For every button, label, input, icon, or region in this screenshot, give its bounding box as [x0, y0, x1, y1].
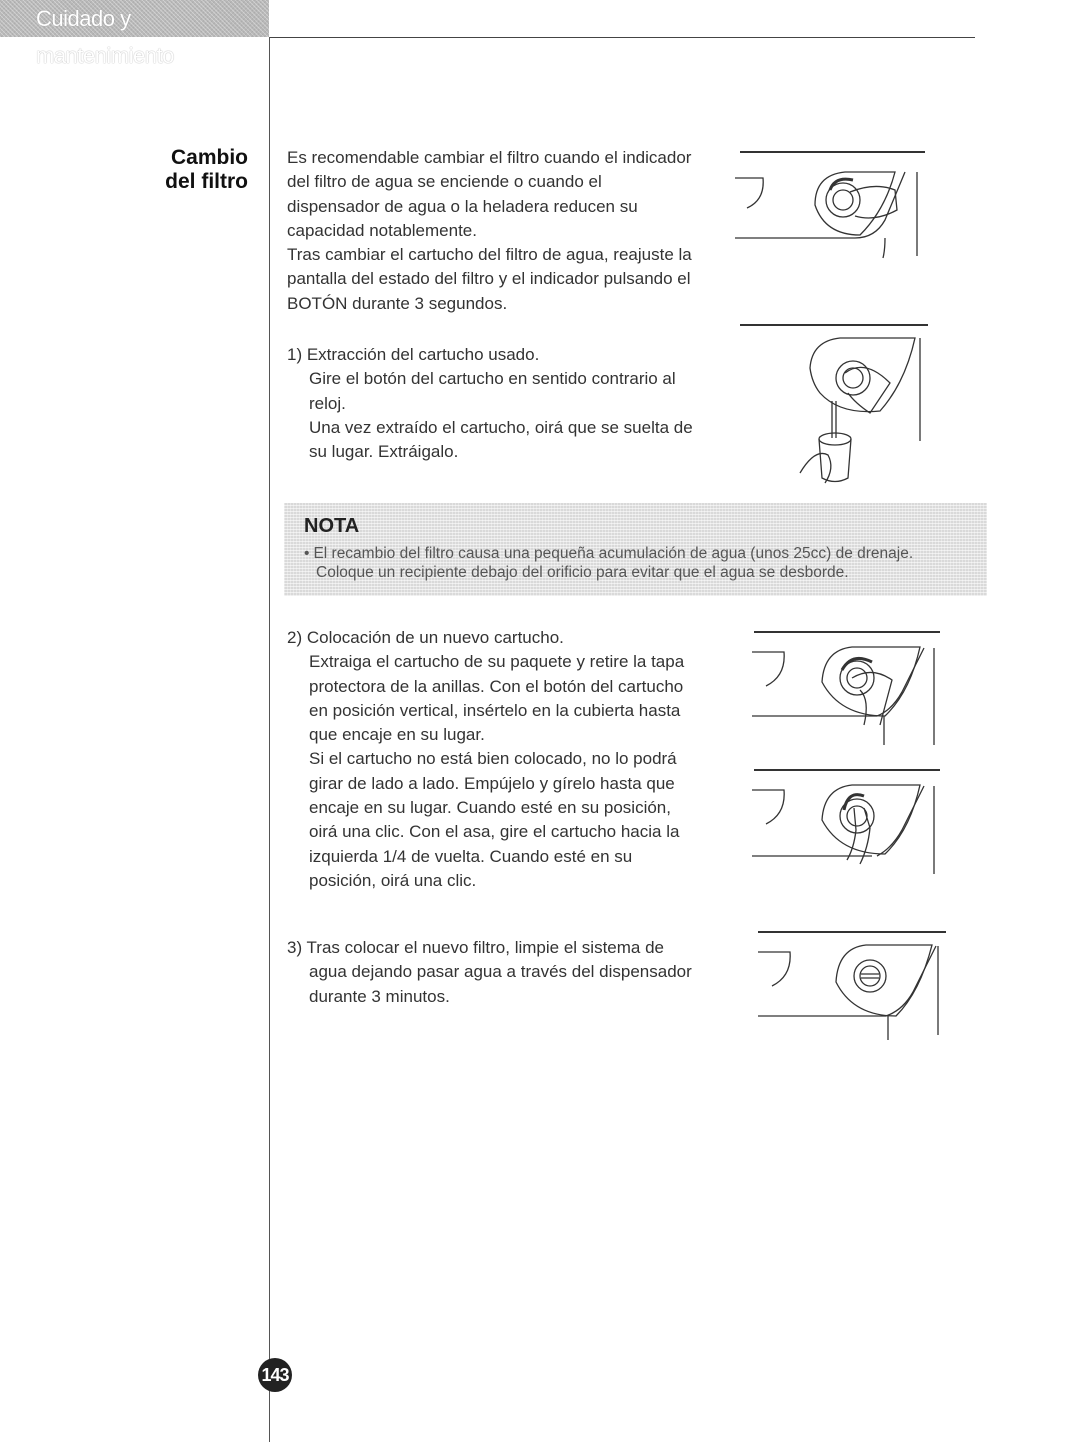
step3-heading: 3) Tras colocar el nuevo filtro, limpie el sistema de [287, 938, 664, 957]
intro-line: Es recomendable cambiar el filtro cuando el indicador [287, 148, 692, 167]
intro-line: Tras cambiar el cartucho del filtro de agua, reajuste la [287, 245, 692, 265]
step2-line: encaje en su lugar. Cuando esté en su posición, [309, 798, 671, 818]
figure-cartridge-installed [758, 930, 948, 1042]
step1-line: Gire el botón del cartucho en sentido contrario al [309, 369, 676, 389]
vertical-rule [269, 37, 270, 1442]
step1-line: reloj. [309, 393, 346, 413]
nota-title: NOTA [304, 515, 360, 537]
section-title [120, 146, 248, 194]
nota-bullet: • [304, 545, 310, 562]
header-section-tab: Cuidado y mantenimiento [0, 0, 269, 37]
step2-line: posición, oirá una clic. [309, 870, 477, 890]
nota-line1: El recambio del filtro causa una pequeña acumulación de agua (unos 25cc) de drenaje. [313, 545, 914, 562]
step2-line: que encaje en su lugar. [309, 725, 485, 745]
step2-line: oirá una clic. Con el asa, gire el cartucho hacia la [309, 822, 680, 842]
step2-block [287, 626, 727, 893]
step2-line: girar de lado a lado. Empújelo y gírelo hasta que [309, 773, 675, 793]
figure-lock-cartridge [752, 768, 942, 878]
header-rule [269, 37, 975, 38]
intro-line: pantalla del estado del filtro y el indicador pulsando el [287, 269, 691, 289]
intro-line: capacidad notablemente. [287, 220, 477, 240]
step1-heading: 1) Extracción del cartucho usado. [287, 345, 540, 364]
intro-line: del filtro de agua se enciende o cuando el [287, 172, 602, 192]
step1-line: Una vez extraído el cartucho, oirá que se suelta de [309, 417, 693, 437]
section-title-line1: Cambio [170, 146, 248, 169]
nota-box [284, 503, 987, 596]
step2-line: Extraiga el cartucho de su paquete y retire la tapa [309, 652, 685, 672]
step2-line: Si el cartucho no está bien colocado, no lo podrá [309, 749, 677, 769]
step3-block [287, 936, 727, 1009]
step2-line: izquierda 1/4 de vuelta. Cuando esté en su [309, 846, 633, 866]
intro-line: dispensador de agua o la heladera reducen su [287, 196, 638, 216]
step3-line: agua dejando pasar agua a través del dispensador [309, 962, 692, 982]
intro-paragraph [287, 146, 727, 316]
nota-line1-wrap [304, 544, 987, 563]
step2-line: protectora de la anillas. Con el botón del cartucho [309, 676, 684, 696]
step1-line: su lugar. Extráigalo. [309, 442, 459, 462]
step2-heading: 2) Colocación de un nuevo cartucho. [287, 628, 564, 647]
nota-text [304, 544, 987, 582]
page-number: 143 [258, 1358, 292, 1392]
step2-line: en posición vertical, insértelo en la cubierta hasta [309, 700, 681, 720]
step3-line: durante 3 minutos. [309, 986, 450, 1006]
step1-block [287, 343, 727, 464]
intro-line: BOTÓN durante 3 segundos. [287, 293, 508, 313]
section-title-line2: del filtro [165, 170, 248, 193]
figure-insert-cartridge [752, 630, 942, 750]
figure-remove-cartridge [740, 323, 935, 493]
nota-line2: Coloque un recipiente debajo del orificio para evitar que el agua se desborde. [316, 564, 849, 581]
figure-filter-indicator [735, 150, 930, 260]
